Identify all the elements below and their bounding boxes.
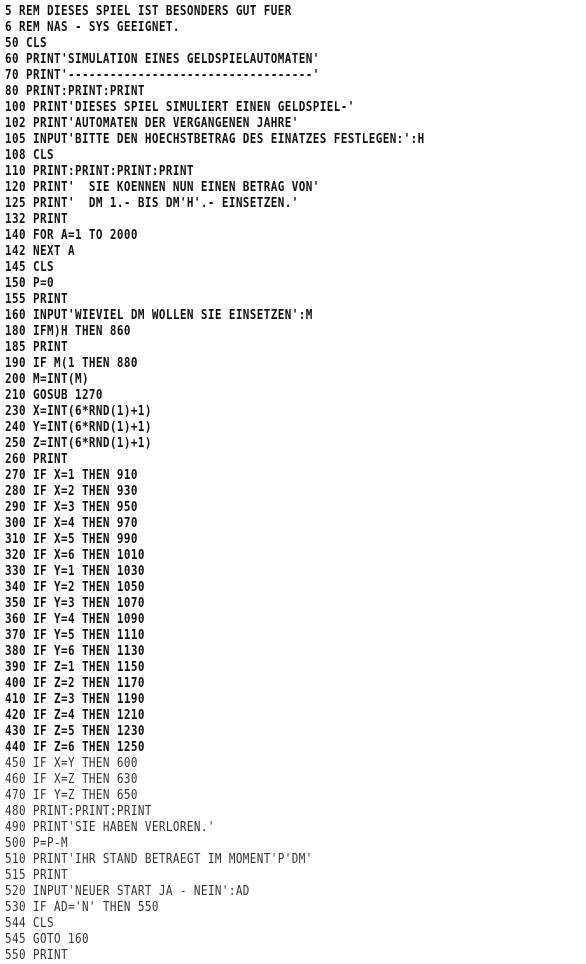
code-line: 60 PRINT'SIMULATION EINES GELDSPIELAUTOMATEN'	[5, 52, 320, 67]
code-line: 190 IF M(1 THEN 880	[5, 356, 138, 371]
basic-program-listing	[5, 4, 583, 964]
code-line: 210 GOSUB 1270	[5, 388, 103, 403]
code-line: 5 REM DIESES SPIEL IST BESONDERS GUT FUER	[5, 4, 292, 19]
code-line: 380 IF Y=6 THEN 1130	[5, 644, 145, 659]
code-line: 230 X=INT(6*RND(1)+1)	[5, 404, 152, 419]
code-line: 390 IF Z=1 THEN 1150	[5, 660, 145, 675]
code-line: 510 PRINT'IHR STAND BETRAEGT IM MOMENT'P'DM'	[5, 852, 313, 867]
code-line: 460 IF X=Z THEN 630	[5, 772, 138, 787]
code-line: 110 PRINT:PRINT:PRINT:PRINT	[5, 164, 194, 179]
code-line: 50 CLS	[5, 36, 47, 51]
code-line: 140 FOR A=1 TO 2000	[5, 228, 138, 243]
code-line: 132 PRINT	[5, 212, 68, 227]
code-line: 360 IF Y=4 THEN 1090	[5, 612, 145, 627]
code-line: 180 IFM)H THEN 860	[5, 324, 131, 339]
code-line: 155 PRINT	[5, 292, 68, 307]
code-line: 102 PRINT'AUTOMATEN DER VERGANGENEN JAHRE'	[5, 116, 299, 131]
code-line: 480 PRINT:PRINT:PRINT	[5, 804, 152, 819]
code-line: 440 IF Z=6 THEN 1250	[5, 740, 145, 755]
code-line: 160 INPUT'WIEVIEL DM WOLLEN SIE EINSETZEN':M	[5, 308, 313, 323]
code-line: 420 IF Z=4 THEN 1210	[5, 708, 145, 723]
code-line: 270 IF X=1 THEN 910	[5, 468, 138, 483]
code-line: 520 INPUT'NEUER START JA - NEIN':AD	[5, 884, 250, 899]
code-line: 185 PRINT	[5, 340, 68, 355]
code-line: 150 P=0	[5, 276, 54, 291]
code-line: 330 IF Y=1 THEN 1030	[5, 564, 145, 579]
code-line: 100 PRINT'DIESES SPIEL SIMULIERT EINEN GELDSPIEL-'	[5, 100, 355, 115]
code-line: 350 IF Y=3 THEN 1070	[5, 596, 145, 611]
code-line: 300 IF X=4 THEN 970	[5, 516, 138, 531]
code-line: 70 PRINT'-----------------------------------'	[5, 68, 320, 83]
code-line: 320 IF X=6 THEN 1010	[5, 548, 145, 563]
code-line: 340 IF Y=2 THEN 1050	[5, 580, 145, 595]
code-line: 430 IF Z=5 THEN 1230	[5, 724, 145, 739]
code-line: 240 Y=INT(6*RND(1)+1)	[5, 420, 152, 435]
code-line: 400 IF Z=2 THEN 1170	[5, 676, 145, 691]
code-line: 120 PRINT' SIE KOENNEN NUN EINEN BETRAG VON'	[5, 180, 320, 195]
code-line: 500 P=P-M	[5, 836, 68, 851]
code-line: 125 PRINT' DM 1.- BIS DM'H'.- EINSETZEN.'	[5, 196, 299, 211]
code-line: 280 IF X=2 THEN 930	[5, 484, 138, 499]
code-line: 530 IF AD='N' THEN 550	[5, 900, 159, 915]
code-line: 310 IF X=5 THEN 990	[5, 532, 138, 547]
code-line: 545 GOTO 160	[5, 932, 89, 947]
code-line: 142 NEXT A	[5, 244, 75, 259]
code-line: 515 PRINT	[5, 868, 68, 883]
code-line: 108 CLS	[5, 148, 54, 163]
code-line: 470 IF Y=Z THEN 650	[5, 788, 138, 803]
code-line: 490 PRINT'SIE HABEN VERLOREN.'	[5, 820, 215, 835]
code-line: 6 REM NAS - SYS GEEIGNET.	[5, 20, 180, 35]
code-line: 550 PRINT	[5, 948, 68, 963]
code-line: 105 INPUT'BITTE DEN HOECHSTBETRAG DES EINATZES FESTLEGEN:':H	[5, 132, 425, 147]
code-line: 450 IF X=Y THEN 600	[5, 756, 138, 771]
code-line: 290 IF X=3 THEN 950	[5, 500, 138, 515]
code-line: 200 M=INT(M)	[5, 372, 89, 387]
code-line: 80 PRINT:PRINT:PRINT	[5, 84, 145, 99]
code-line: 145 CLS	[5, 260, 54, 275]
code-line: 250 Z=INT(6*RND(1)+1)	[5, 436, 152, 451]
code-line: 544 CLS	[5, 916, 54, 931]
code-line: 410 IF Z=3 THEN 1190	[5, 692, 145, 707]
code-line: 260 PRINT	[5, 452, 68, 467]
code-line: 370 IF Y=5 THEN 1110	[5, 628, 145, 643]
